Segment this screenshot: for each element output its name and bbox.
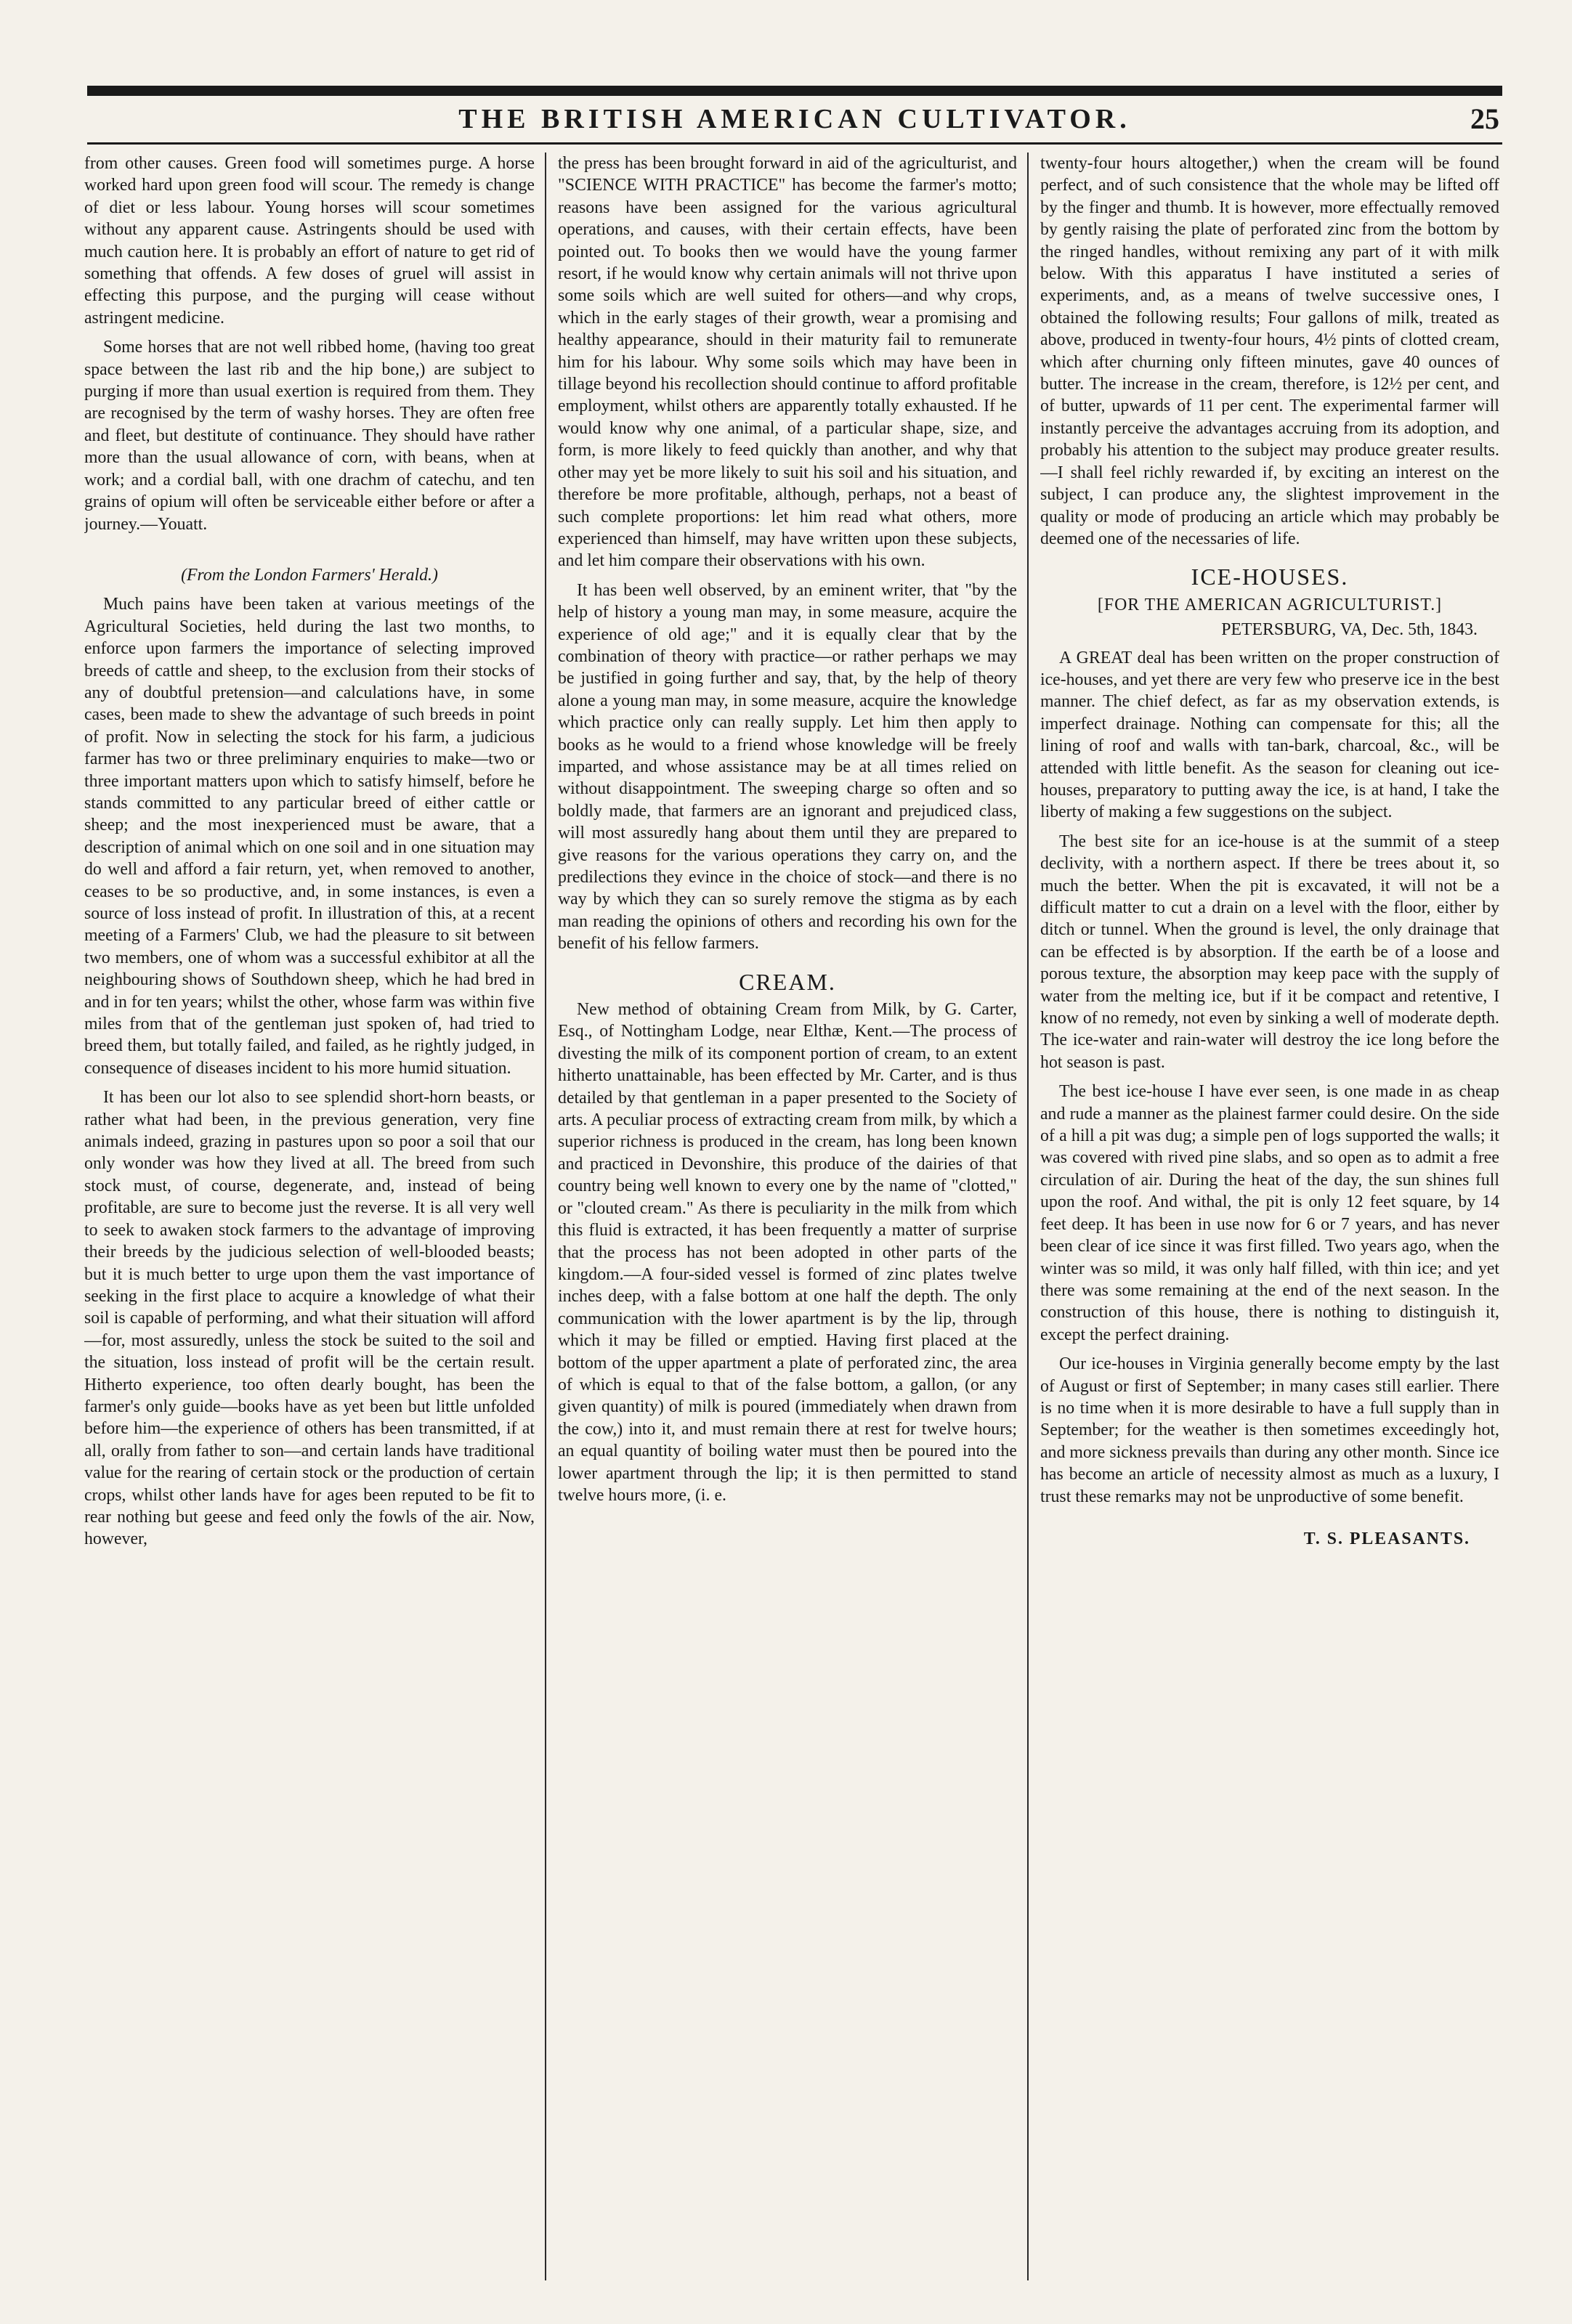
author-signature: T. S. PLEASANTS.: [1303, 1529, 1470, 1548]
section-title-ice-houses: ICE-HOUSES.: [1191, 564, 1349, 590]
article-attribution: [FOR THE AMERICAN AGRICULTURIST.]: [1097, 595, 1443, 614]
source-credit: (From the London Farmers' Herald.): [181, 565, 438, 585]
paragraph: It has been well observed, by an eminent writer, that "by the help of history a young man may, in some measure, acquire the experience of old age;" and it is equally clear that by the combination of theory with practice—or rather perhaps we may be justified in going further and say, that, by the help of theory alone a young man may, in some measure, acquire the knowledge which practice only can really supply. Let him then apply to books as he would to a friend whose knowledge will be freely imparted, and whose assistance may be at all times relied on without disappointment. The sweeping charge so often and so boldly made, that farmers are an ignorant and prejudiced class, will most assuredly hang about them until they are prepared to give reasons for the various operations they carry on, and the predilections they evince in the choice of stock—and there is no way by which they can so surely remove the stigma as by each man reading the opinions of others and recording his own for the benefit of his fellow farmers.: [558, 580, 1017, 954]
paragraph: twenty-four hours altogether,) when the cream will be found perfect, and of such consistence that the whole may be lifted off by the finger and thumb. It is however, more effectually removed by gently raising the plate of perforated zinc from the bottom by the ringed handles, without remixing any part of it with milk below. With this apparatus I have instituted a series of experiments, and, as a means of twelve successive ones, I obtained the following results; Four gallons of milk, treated as above, produced in twenty-four hours, 4½ pints of clotted cream, which after churning only fifteen minutes, gave 40 ounces of butter. The increase in the cream, therefore, is 12½ per cent, and of butter, upwards of 11 per cent. The experimental farmer will instantly perceive the advantages accruing from its adoption, and probably his attention to the subject may produce greater results.—I shall feel richly rewarded if, by exciting an interest on the subject, I can produce any, the slightest improvement in the quality or mode of producing an article which may probably be deemed one of the necessaries of life.: [1040, 154, 1499, 548]
column-divider: [1027, 153, 1029, 2280]
paragraph: Our ice-houses in Virginia generally become empty by the last of August or first of September; in many cases still earlier. There is no time when it is more desirable to have a full supply than in September; for the weather is then sometimes exceedingly hot, and more sickness prevails than during any other month. Since ice has become an article of necessity almost as much as a luxury, I trust these remarks may not be unproductive of some benefit.: [1040, 1354, 1499, 1506]
column-1: [84, 153, 535, 2288]
header-rule: [87, 142, 1502, 145]
running-header: [87, 100, 1502, 139]
section-title-cream: CREAM.: [739, 968, 836, 995]
paragraph: A GREAT deal has been written on the proper construction of ice-houses, and yet there are very few who preserve ice in the best manner. The chief defect, as far as my observation extends, is imperfect drainage. Nothing can compensate for this; all the lining of roof and walls with tan-bark, charcoal, &c., will be attended with little benefit. As the season for cleaning out ice-houses, preparatory to putting away the ice, is at hand, I take the liberty of making a few suggestions on the subject.: [1040, 648, 1499, 822]
text-columns: [84, 153, 1505, 2288]
page-number: 25: [1470, 102, 1499, 135]
paragraph: The best ice-house I have ever seen, is one made in as cheap and rude a manner as the plainest farmer could desire. On the side of a hill a pit was dug; a simple pen of logs supported the walls; it was covered with rived pine slabs, and so open as to admit a free circulation of air. During the heat of the day, the sun shines full upon the roof. And withal, the pit is only 12 feet square, by 14 feet deep. It has been in use now for 6 or 7 years, and has never been clear of ice since it was first filled. Two years ago, when the winter was so mild, it was only half filled, with thin ice; and yet there was some remaining at the end of the next season. In the construction of this house, there is nothing to distinguish it, except the perfect draining.: [1040, 1082, 1499, 1344]
paragraph: Some horses that are not well ribbed home, (having too great space between the last rib and the hip bone,) are subject to purging if more than usual exertion is required from them. They are recognised by the term of washy horses. They are often free and fleet, but destitute of continuance. They should have rather more than the usual allowance of corn, with beans, when at work; and a cordial ball, with one drachm of catechu, and ten grains of opium will often be serviceable either before or after a journey.—Youatt.: [84, 338, 535, 534]
paragraph: It has been our lot also to see splendid short-horn beasts, or rather what had been, in the previous generation, very fine animals indeed, grazing in pastures upon so poor a soil that our only wonder was how they lived at all. The breed from such stock must, of course, degenerate, and, instead of being profitable, are sure to become just the reverse. It is all very well to seek to awaken stock farmers to the advantage of improving their breeds by the judicious selection of well-blooded beasts; but it is much better to urge upon them the vast importance of seeking in the first place to acquire a knowledge of what their soil is capable of performing, and what their situation will afford—for, most assuredly, unless the stock be suited to the soil and the situation, loss instead of profit will be the certain result. Hitherto experience, too often dearly bought, has been the farmer's only guide—books have as yet been but little unfolded before him—the experience of others has been transmitted, if at all, orally from father to son—and certain lands have traditional value for the rearing of certain stock or the production of certain crops, whilst other lands have for ages been reputed to be fit to rear nothing but geese and feed only the fowls of the air. Now, however,: [84, 1088, 535, 1549]
running-title: THE BRITISH AMERICAN CULTIVATOR.: [458, 104, 1131, 134]
paragraph: the press has been brought forward in aid of the agriculturist, and "SCIENCE WITH PRACTICE" has become the farmer's motto; reasons have been assigned for the various agricultural operations, and causes, with their certain effects, have been pointed out. To books then we would have the young farmer resort, if he would know why certain animals will not thrive upon some soils which are well suited for others—and why crops, which in the early stages of their growth, wear a promising and healthy appearance, should in their maturity fail to remunerate him for his labour. Why some soils which may have been in tillage beyond his recollection should continue to afford profitable employment, whilst others are apparently totally exhausted. If he would know why one animal, of a particular shape, size, and form, is more likely to feed quickly than another, and why that other may yet be more likely to suit his soil and his situation, and therefore be more profitable, although, perhaps, not a beast of such complete proportions: let him read what others, more experienced than himself, may have written upon these subjects, and let him compare their observations with his own.: [558, 154, 1017, 571]
column-divider: [545, 153, 546, 2280]
column-2: [558, 153, 1017, 2288]
paragraph: Much pains have been taken at various meetings of the Agricultural Societies, held during the last two months, to enforce upon farmers the importance of selecting improved breeds of cattle and sheep, to the exclusion from their stocks of any of doubtful pretension—and calculations have, in some cases, been made to shew the advantage of such breeds in point of profit. Now in selecting the stock for his farm, a judicious farmer has two or three preliminary enquiries to make—two or three important matters upon which to satisfy himself, before he stands committed to any particular breed of either cattle or sheep; and the most inexperienced must be aware, that a description of animal which on one soil and in one situation may do well and afford a fair return, yet, when removed to another, ceases to be so productive, and, in some instances, is even a source of loss instead of profit. In illustration of this, at a recent meeting of a Farmers' Club, we had the pleasure to sit between two members, one of whom was a successful exhibitor at all the neighbouring shows of Southdown sheep, which he had bred in and in for ten years; whilst the other, whose farm was within five miles from that of the gentleman just spoken of, had tried to breed them, but totally failed, and failed, as he rightly judged, in consequence of diseases incident to his more humid situation.: [84, 595, 535, 1078]
paragraph: New method of obtaining Cream from Milk, by G. Carter, Esq., of Nottingham Lodge, near Elthæ, Kent.—The process of divesting the milk of its component portion of cream, to an extent hitherto unattainable, has been effected by Mr. Carter, and is thus detailed by that gentleman in a paper presented to the Society of arts. A peculiar process of extracting cream from milk, by which a superior richness is produced in the cream, has long been known and practiced in Devonshire, this produce of the dairies of that country being well known to every one by the name of "clotted," or "clouted cream." As there is peculiarity in the milk from which this fluid is extracted, it has been frequently a matter of surprise that the process has not been adopted in other parts of the kingdom.—A four-sided vessel is formed of zinc plates twelve inches deep, with a false bottom at one half the depth. The only communication with the lower apartment is by the lip, through which it may be filled or emptied. Having first placed at the bottom of the upper apartment a plate of perforated zinc, the area of which is equal to that of the false bottom, a gallon, (or any given quantity) of milk is poured (immediately when drawn from the cow,) into it, and must remain there at rest for twelve hours; an equal quantity of boiling water must then be poured into the lower apartment through the lip; it is then permitted to stand twelve hours more, (i. e.: [558, 1000, 1017, 1505]
paragraph: The best site for an ice-house is at the summit of a steep declivity, with a northern aspect. If there be trees about it, so much the better. When the pit is excavated, it will not be a difficult matter to cut a drain on a level with the floor, either by ditch or tunnel. When the ground is level, the only drainage that can be effected is by absorption. If the earth be of a loose and porous texture, the absorption may keep pace with the supply of water from the melting ice, but if it be compact and retentive, I know of no remedy, not even by sinking a well of moderate depth. The ice-water and rain-water will destroy the ice long before the hot season is past.: [1040, 832, 1499, 1072]
column-3: [1040, 153, 1499, 2288]
dateline: PETERSBURG, VA, Dec. 5th, 1843.: [1221, 620, 1478, 640]
top-thick-rule: [87, 86, 1502, 96]
paragraph: from other causes. Green food will sometimes purge. A horse worked hard upon green food will scour. The remedy is change of diet or less labour. Young horses will scour sometimes without any apparent cause. Astringents should be used with much caution here. It is probably an effort of nature to get rid of something that offends. A few doses of gruel will assist in effecting this purpose, and the purging will cease without astringent medicine.: [84, 154, 535, 328]
